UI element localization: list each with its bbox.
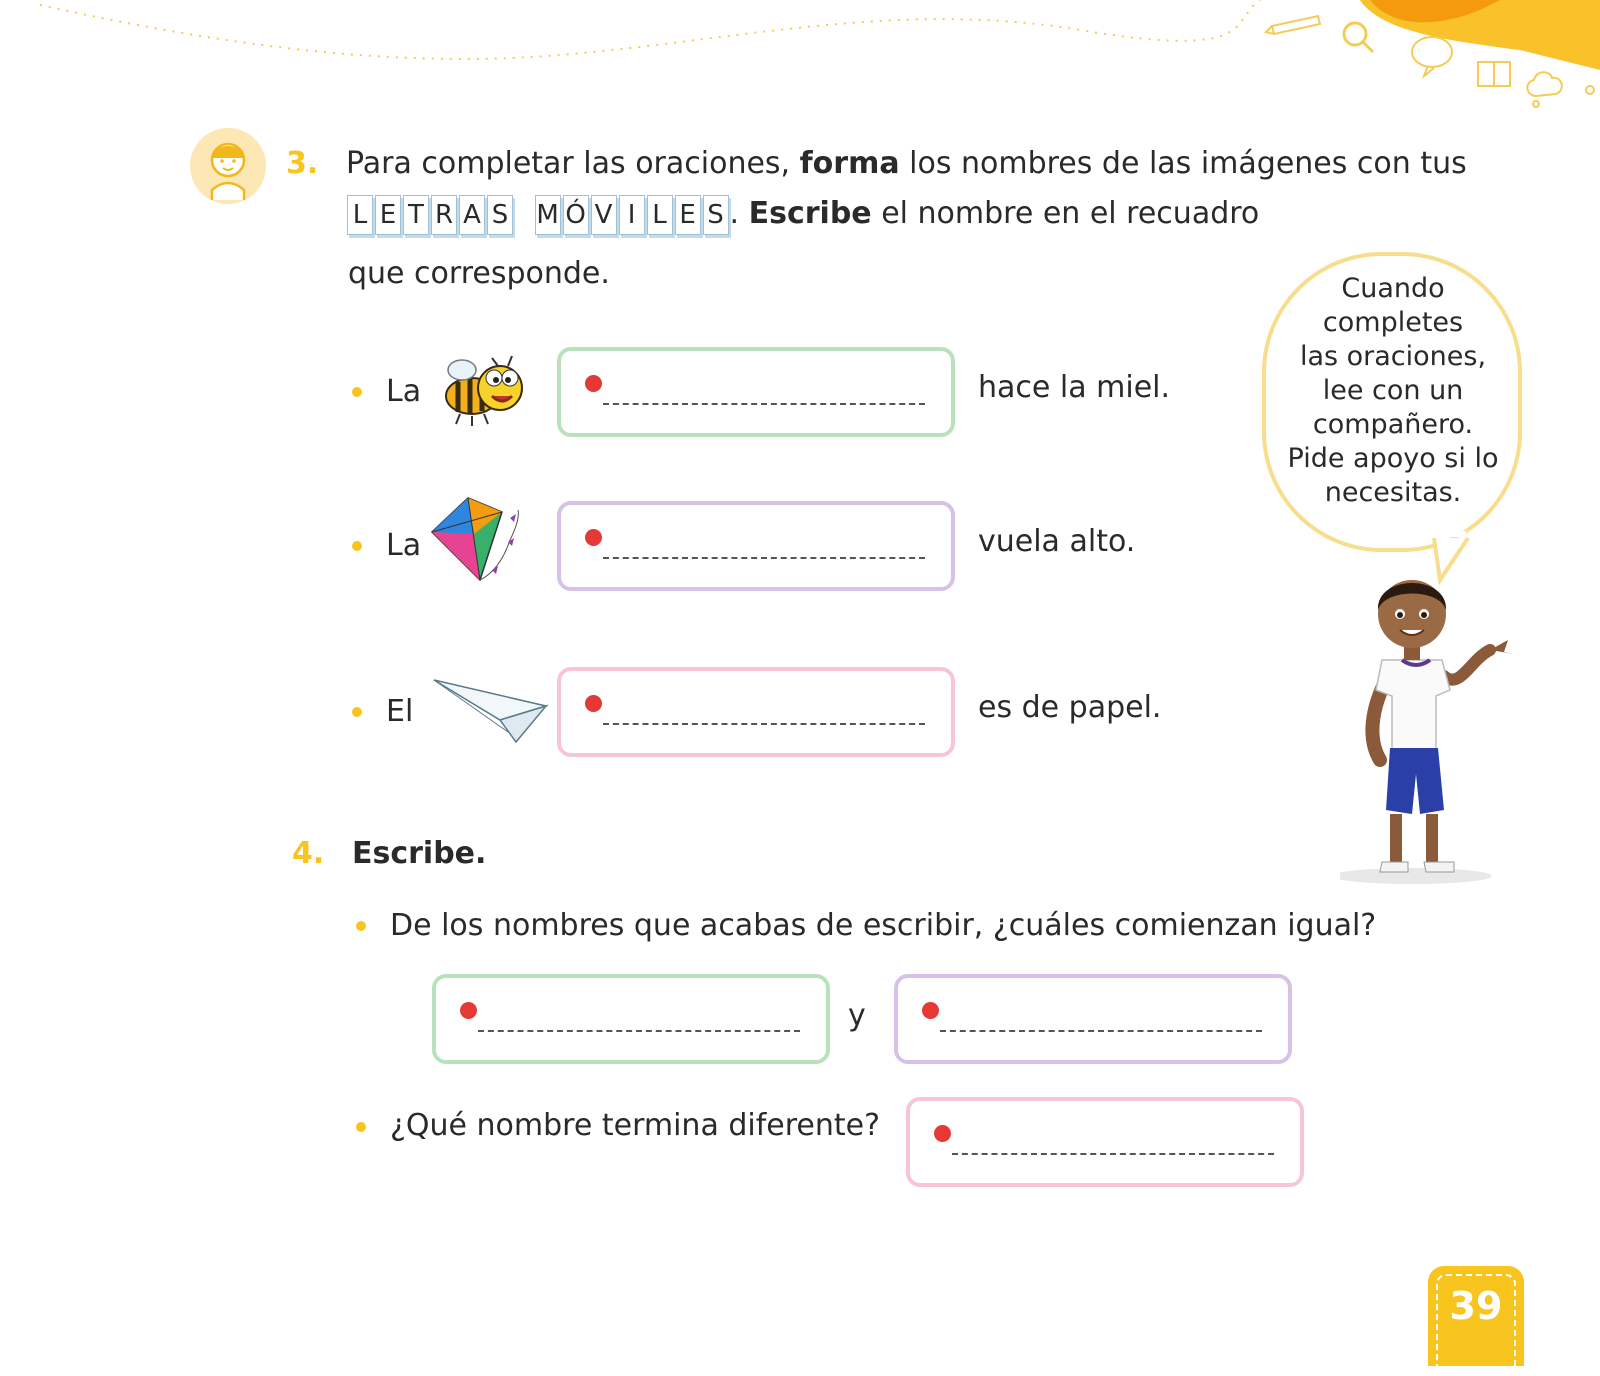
- red-dot-marker: [460, 1002, 477, 1019]
- item-suffix: hace la miel.: [978, 370, 1171, 405]
- writing-line: [603, 557, 925, 559]
- paper-plane-image: [430, 676, 550, 746]
- bubble-line: completes: [1322, 307, 1464, 338]
- letter-tile: M: [535, 195, 561, 235]
- bullet: [356, 921, 366, 931]
- exercise-3-instruction-line1: [346, 144, 1467, 184]
- connector-y: y: [848, 998, 866, 1033]
- bullet: [352, 707, 362, 717]
- exercise-4-title: Escribe.: [352, 836, 487, 871]
- letter-tile: S: [487, 195, 513, 235]
- bubble-line: compañero.: [1312, 409, 1474, 440]
- letter-tile: L: [647, 195, 673, 235]
- letter-tile: V: [591, 195, 617, 235]
- student-icon: [190, 128, 266, 204]
- item-suffix: vuela alto.: [978, 524, 1136, 559]
- exercise-3-number: 3.: [286, 146, 319, 181]
- page-number: 39: [1449, 1284, 1503, 1328]
- writing-line: [603, 723, 925, 725]
- red-dot-marker: [585, 695, 602, 712]
- pencil-icon: [1266, 16, 1320, 34]
- kite-image: [428, 492, 540, 596]
- letter-tile: S: [703, 195, 729, 235]
- writing-line: [952, 1153, 1274, 1155]
- instruction-text: .: [729, 196, 749, 231]
- exercise-4-question-2: ¿Qué nombre termina diferente?: [390, 1108, 881, 1143]
- letter-tiles-moviles: [534, 194, 730, 235]
- exercise-3-instruction-line3: que corresponde.: [348, 256, 610, 291]
- top-decoration: [0, 0, 1600, 120]
- instruction-bold-forma: forma: [799, 146, 900, 181]
- red-dot-marker: [934, 1125, 951, 1142]
- page-number-tab: [1428, 1266, 1524, 1366]
- letter-tiles-letras: [346, 194, 514, 235]
- item-prefix: La: [386, 374, 422, 409]
- answer-box-same-start-1[interactable]: [432, 974, 830, 1064]
- item-prefix: El: [386, 694, 414, 729]
- magnifier-icon: [1344, 23, 1373, 52]
- writing-line: [603, 403, 925, 405]
- answer-box-different-end[interactable]: [906, 1097, 1304, 1187]
- bee-image: [436, 348, 532, 432]
- exercise-4-number: 4.: [292, 836, 325, 871]
- bubble-line: las oraciones,: [1299, 341, 1487, 372]
- red-dot-marker: [585, 529, 602, 546]
- letter-tile: Ó: [563, 195, 589, 235]
- writing-line: [940, 1030, 1262, 1032]
- bullet: [356, 1122, 366, 1132]
- bullet: [352, 541, 362, 551]
- speech-icon: [1412, 37, 1452, 76]
- bubble-line: Pide apoyo si lo: [1287, 443, 1499, 474]
- item-prefix: La: [386, 528, 422, 563]
- instruction-text: Para completar las oraciones,: [346, 146, 800, 181]
- letter-tile: E: [675, 195, 701, 235]
- letter-tile: I: [619, 195, 645, 235]
- instruction-text: el nombre en el recuadro: [871, 196, 1260, 231]
- bubble-line: lee con un: [1322, 375, 1464, 406]
- letter-tile: T: [403, 195, 429, 235]
- book-icon: [1478, 62, 1510, 86]
- letter-tile: L: [347, 195, 373, 235]
- item-suffix: es de papel.: [978, 690, 1162, 725]
- letter-tile: R: [431, 195, 457, 235]
- boy-illustration: [1340, 560, 1520, 890]
- instruction-bold-escribe: Escribe: [748, 196, 872, 231]
- exercise-4-question-1: De los nombres que acabas de escribir, ¿cuáles comienzan igual?: [390, 908, 1377, 943]
- cloud-icon: [1527, 72, 1594, 107]
- answer-box-bee[interactable]: [557, 347, 955, 437]
- red-dot-marker: [585, 375, 602, 392]
- bullet: [352, 387, 362, 397]
- bubble-line: Cuando: [1341, 273, 1445, 304]
- answer-box-plane[interactable]: [557, 667, 955, 757]
- exercise-3-instruction-line2: [346, 194, 1259, 235]
- letter-tile: A: [459, 195, 485, 235]
- letter-tile: E: [375, 195, 401, 235]
- writing-line: [478, 1030, 800, 1032]
- red-dot-marker: [922, 1002, 939, 1019]
- speech-bubble-text: [1280, 272, 1506, 510]
- activity-icon: [190, 128, 266, 204]
- answer-box-same-start-2[interactable]: [894, 974, 1292, 1064]
- instruction-text: los nombres de las imágenes con tus: [899, 146, 1467, 181]
- bubble-line: necesitas.: [1324, 477, 1462, 508]
- answer-box-kite[interactable]: [557, 501, 955, 591]
